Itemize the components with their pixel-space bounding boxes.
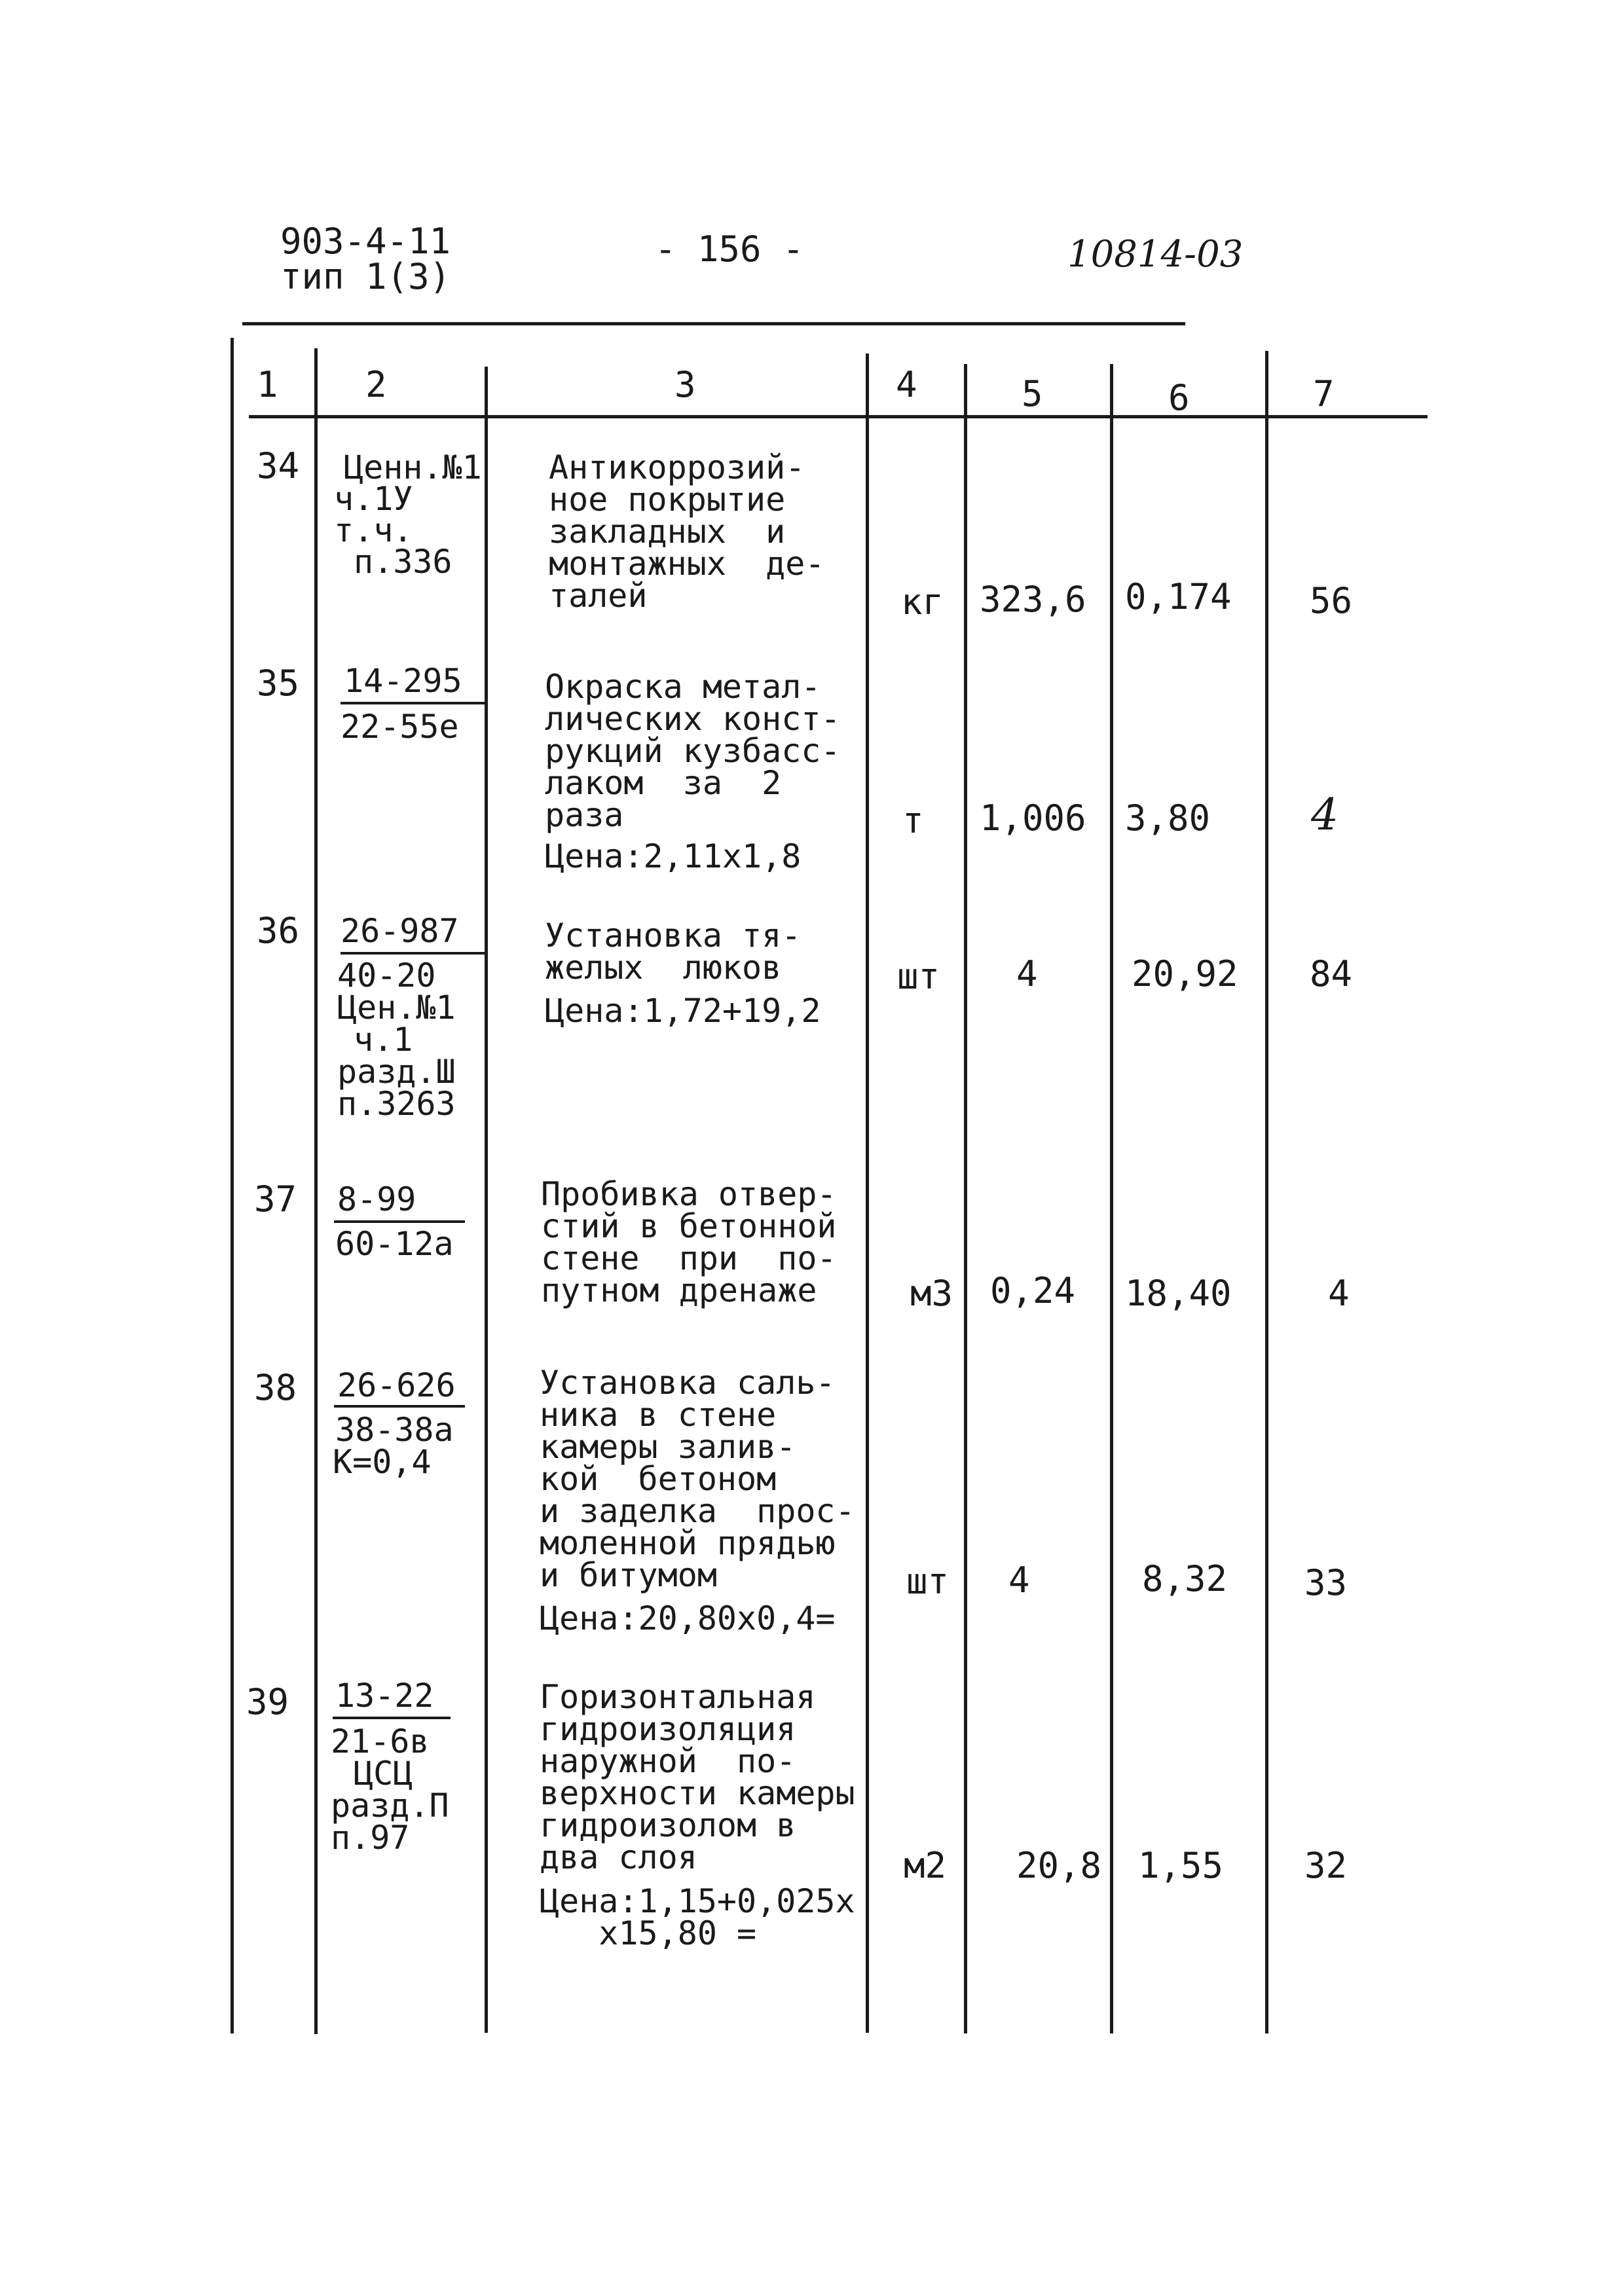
row-unit: шт: [906, 1561, 950, 1602]
row-description-line: и заделка прос-: [540, 1492, 855, 1530]
row-description-line: лаком за 2: [545, 764, 782, 802]
top-rule: [242, 322, 1185, 325]
row-quantity: 20,8: [1016, 1845, 1102, 1886]
page-number: - 156 -: [655, 228, 804, 270]
row-description-line: два слоя: [540, 1838, 697, 1876]
row-total: 4: [1311, 790, 1338, 840]
row-description-line: рукций кузбасс-: [545, 732, 841, 770]
row-code-line: 14-295: [344, 662, 462, 700]
column-header-5: 5: [1022, 373, 1043, 414]
row-description-line: кой бетоном: [540, 1460, 777, 1498]
row-number: 34: [257, 445, 300, 486]
row-unit-price: 18,40: [1125, 1273, 1232, 1314]
row-total: 84: [1310, 953, 1353, 994]
row-code-line: т.ч.: [334, 511, 413, 549]
row-unit-price: 3,80: [1125, 797, 1211, 839]
row-description-line: закладных и: [549, 513, 786, 551]
archive-number: 10814-03: [1067, 233, 1244, 276]
row-description-line: наружной по-: [540, 1742, 796, 1780]
column-header-4: 4: [896, 364, 917, 405]
row-unit: шт: [897, 956, 940, 997]
row-description-line: Окраска метал-: [545, 668, 821, 706]
row-description-line: Горизонтальная: [540, 1678, 816, 1716]
row-quantity: 4: [1008, 1559, 1030, 1601]
code-fraction-line: [334, 1405, 465, 1408]
row-description-line: и битумом: [540, 1556, 717, 1594]
row-description-line: гидроизоляция: [540, 1710, 796, 1748]
row-unit-price: 20,92: [1132, 953, 1238, 994]
row-description-line: монтажных де-: [549, 545, 825, 583]
row-unit-price: 0,174: [1125, 576, 1232, 617]
row-code-line: 8-99: [337, 1180, 416, 1218]
row-price-note: Цена:2,11х1,8: [545, 837, 802, 875]
row-code-line: 60-12а: [335, 1225, 454, 1263]
column-divider-3: [485, 367, 488, 2033]
row-description-line: раза: [545, 796, 624, 834]
column-divider-1: [231, 338, 234, 2033]
document-code: 903-4-11: [280, 221, 451, 262]
column-divider-6: [1110, 364, 1113, 2033]
row-code-line: п.97: [331, 1819, 410, 1857]
row-price-note: Цена:20,80х0,4=: [540, 1599, 836, 1637]
row-code-line: 26-987: [341, 912, 459, 950]
row-description-line: лических конст-: [545, 700, 841, 738]
row-number: 38: [254, 1367, 297, 1408]
column-header-2: 2: [365, 364, 387, 405]
row-description-line: Установка тя-: [545, 917, 802, 955]
row-unit: кг: [901, 581, 944, 623]
column-divider-5: [964, 364, 967, 2033]
row-total: 32: [1304, 1845, 1348, 1886]
row-code-line: Цен.№1: [337, 989, 456, 1027]
column-header-1: 1: [257, 364, 278, 405]
code-fraction-line: [334, 1220, 465, 1223]
row-description-line: гидроизолом в: [540, 1806, 796, 1844]
row-code-line: разд.П: [331, 1787, 449, 1825]
row-unit-price: 8,32: [1142, 1558, 1228, 1599]
row-code-line: 13-22: [335, 1677, 434, 1715]
column-divider-7: [1265, 351, 1268, 2033]
row-description-line: моленной прядью: [540, 1524, 836, 1562]
column-header-6: 6: [1168, 377, 1190, 418]
row-description-line: верхности камеры: [540, 1774, 855, 1812]
row-code-line: п.336: [354, 543, 452, 581]
row-number: 37: [254, 1178, 297, 1220]
row-total: 56: [1310, 580, 1353, 621]
row-description-line: путном дренаже: [541, 1271, 817, 1309]
row-quantity: 4: [1016, 953, 1038, 994]
row-quantity: 1,006: [980, 797, 1086, 839]
row-description-line: Антикоррозий-: [549, 448, 805, 486]
row-code-line: Ценн.№1: [344, 448, 482, 486]
row-unit: м2: [904, 1845, 947, 1886]
row-quantity: 323,6: [980, 579, 1086, 620]
row-code-line: ч.1У: [334, 480, 413, 518]
row-unit: м3: [910, 1273, 953, 1314]
code-fraction-line: [341, 702, 486, 704]
row-number: 39: [246, 1681, 289, 1722]
column-divider-2: [314, 348, 318, 2034]
row-code-line: 22-55е: [341, 708, 459, 746]
row-description-line: камеры залив-: [540, 1428, 796, 1466]
row-code-line: ЦСЦ: [354, 1755, 413, 1793]
row-description-line: ника в стене: [540, 1396, 777, 1434]
row-number: 36: [257, 910, 300, 951]
column-header-7: 7: [1313, 373, 1335, 414]
header-rule: [249, 415, 1428, 418]
row-code-line: ч.1: [354, 1021, 413, 1059]
code-fraction-line: [341, 952, 486, 955]
column-header-3: 3: [674, 364, 696, 405]
row-code-line: 40-20: [337, 957, 436, 994]
column-divider-4: [866, 354, 869, 2033]
row-description-line: Установка саль-: [540, 1364, 836, 1402]
row-number: 35: [257, 663, 300, 704]
row-code-line: 26-626: [337, 1366, 456, 1404]
row-price-note: Цена:1,72+19,2: [545, 992, 821, 1030]
row-description-line: стене при по-: [541, 1239, 837, 1277]
row-description-line: ное покрытие: [549, 481, 786, 519]
row-description-line: стий в бетонной: [541, 1207, 837, 1245]
code-fraction-line: [333, 1717, 451, 1719]
row-code-line: п.3263: [337, 1085, 456, 1123]
row-unit-price: 1,55: [1138, 1845, 1224, 1886]
row-quantity: 0,24: [990, 1270, 1076, 1311]
row-code-line: 21-6в: [331, 1722, 430, 1760]
row-price-note: Цена:1,15+0,025х х15,80 =: [540, 1882, 855, 1952]
row-code-line: К=0,4: [333, 1443, 432, 1481]
row-code-line: разд.Ш: [337, 1053, 456, 1091]
row-code-line: 38-38а: [335, 1411, 454, 1449]
row-description-line: Пробивка отвер-: [541, 1175, 837, 1213]
document-type: тип 1(3): [280, 256, 451, 297]
row-description-line: желых люков: [545, 949, 782, 987]
row-total: 4: [1328, 1273, 1350, 1314]
row-unit: т: [902, 800, 924, 841]
row-total: 33: [1304, 1562, 1348, 1603]
row-description-line: талей: [549, 577, 648, 615]
